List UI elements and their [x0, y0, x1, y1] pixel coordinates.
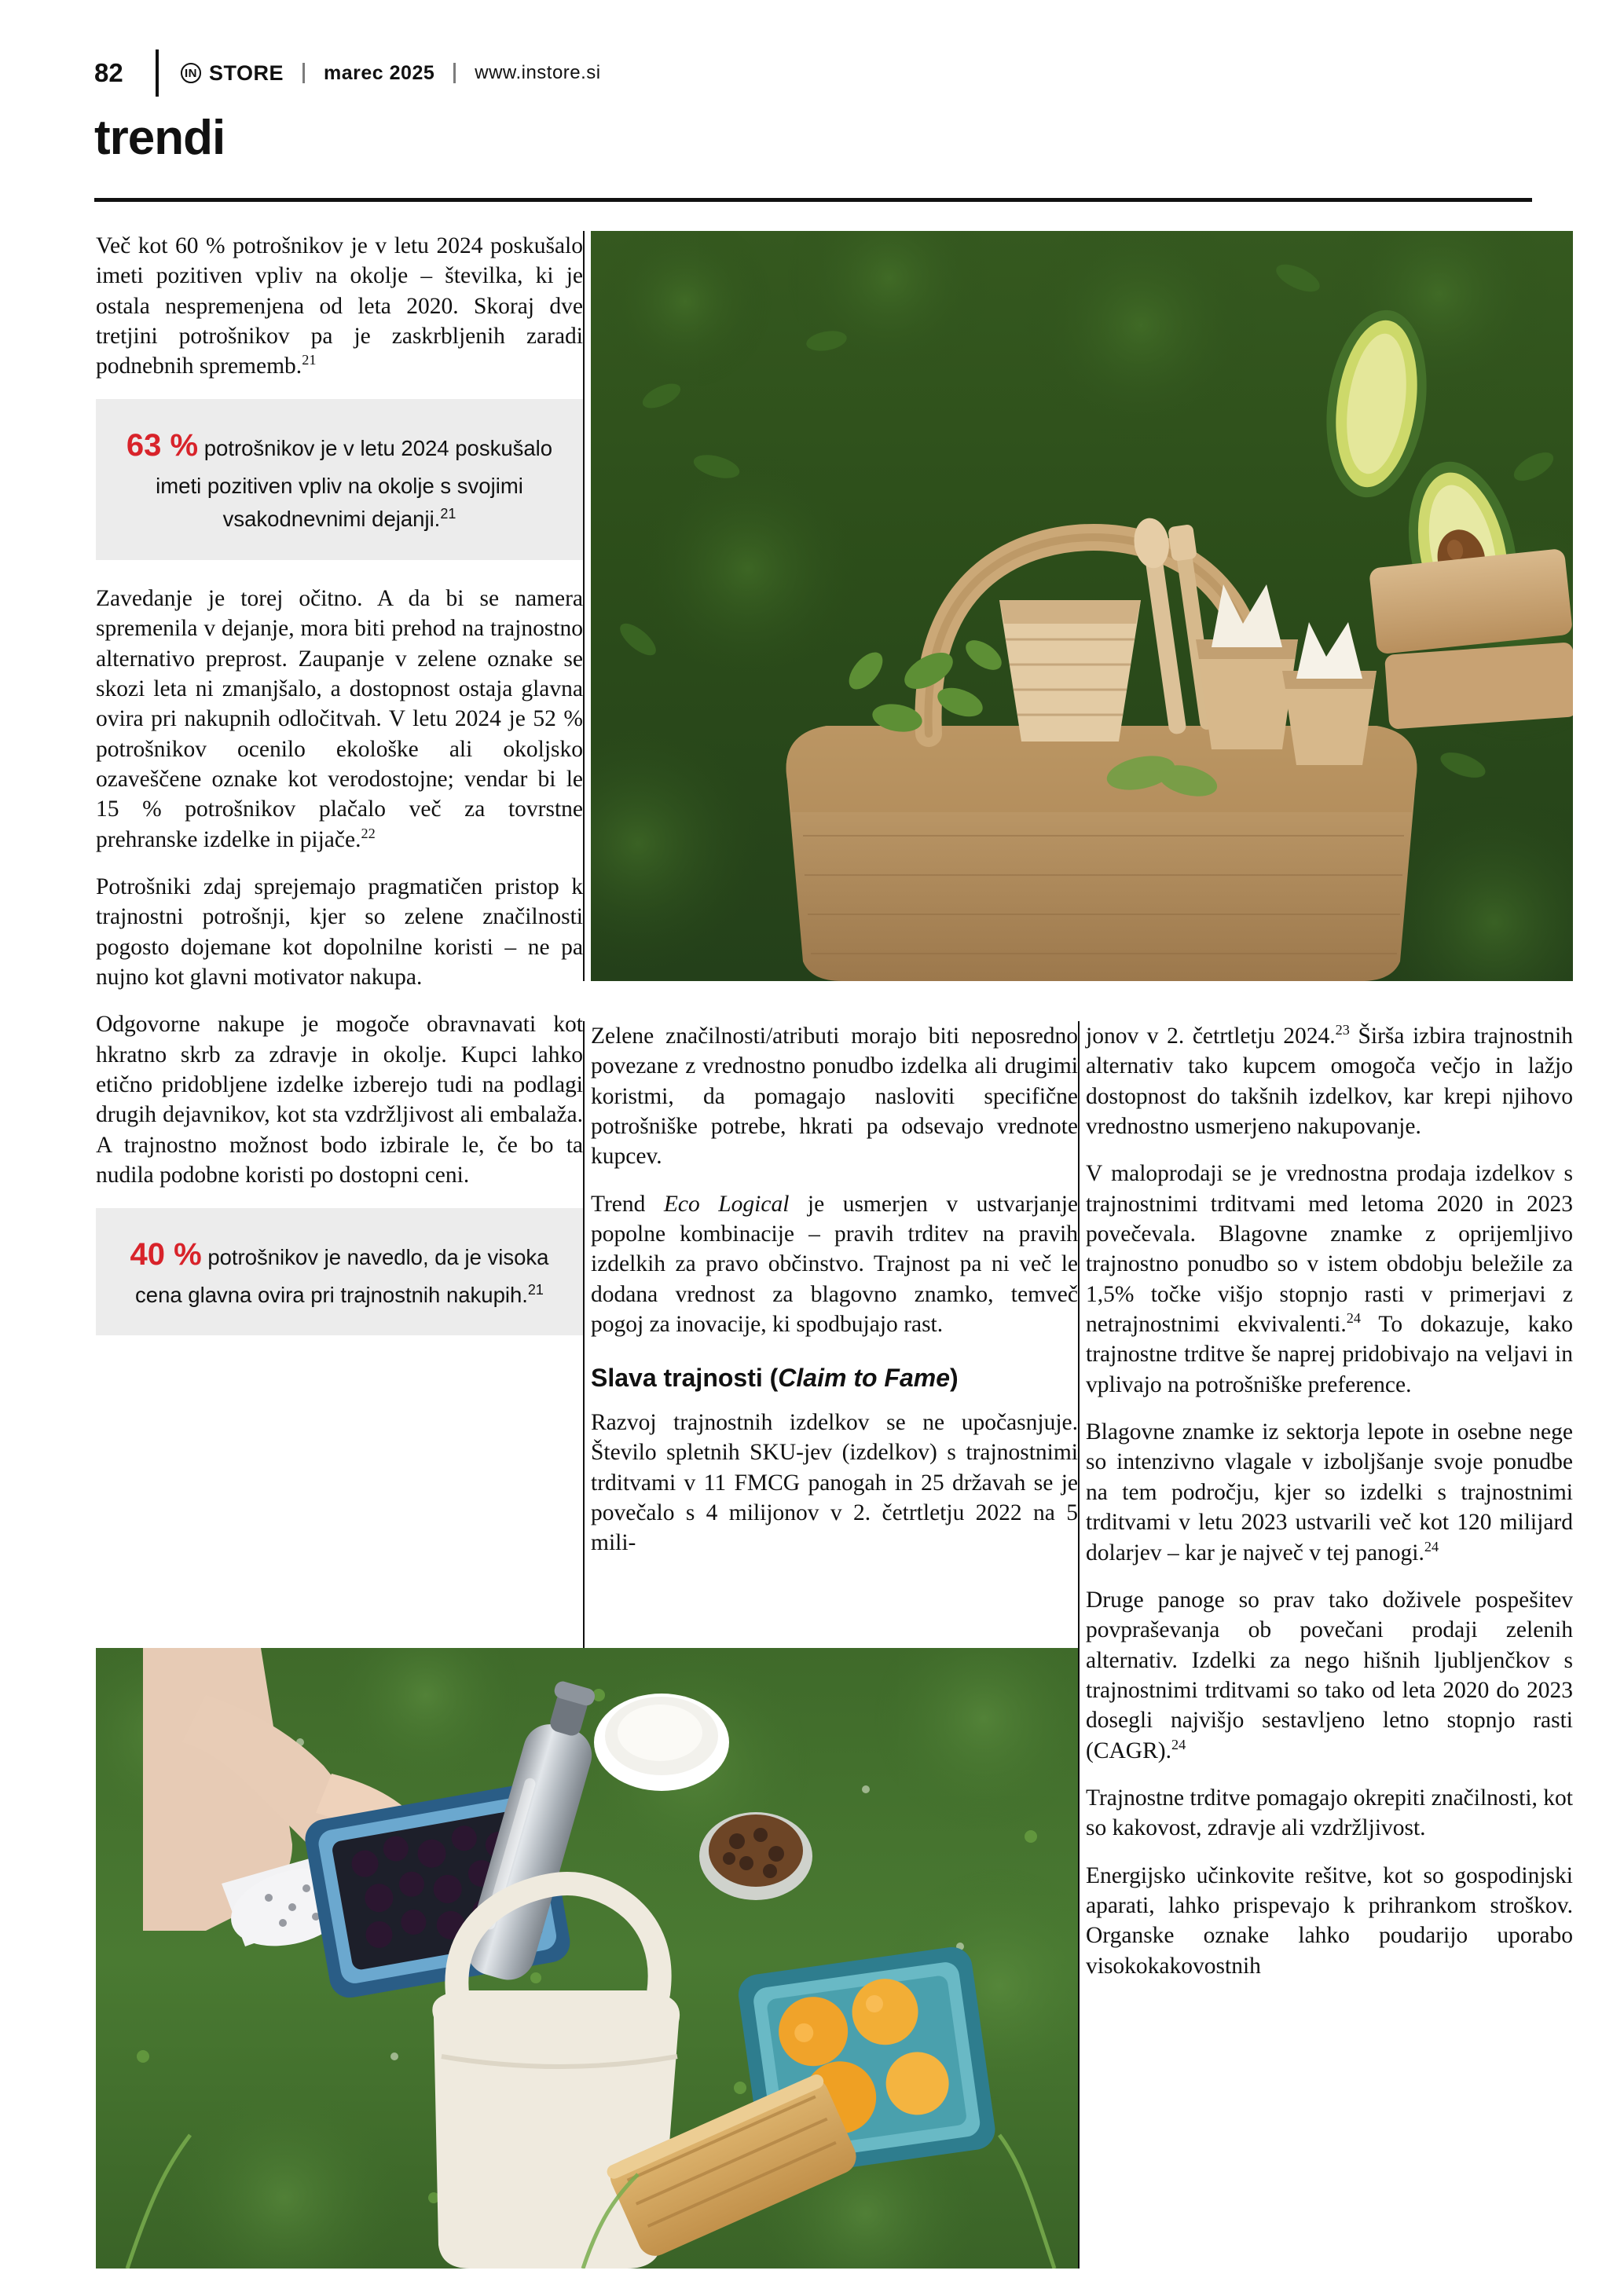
website-url: www.instore.si — [475, 62, 601, 83]
col1-paragraph-2 — [96, 584, 583, 855]
col2-p2-pre: Trend — [591, 1191, 664, 1217]
stat-callout-40 — [96, 1208, 583, 1336]
col3-p2-pre: V maloprodaji se je vrednostna prodaja izdelkov s trajnostnimi trditvami med letoma 2020 in 2023 povečevala. Blagovne znamke z oprijemljivo trajnostno ponudbo so v istem obdobju beležile za 1,5% točke višjo stopnjo rasti v primerjavi z netrajnostnimi ekvivalenti. — [1086, 1161, 1573, 1338]
stat-40-text: potrošnikov je navedlo, da je visoka cena glavna ovira pri trajnostnih nakupih. — [135, 1244, 549, 1307]
stat-63-text: potrošnikov je v letu 2024 poskušalo imeti pozitiven vpliv na okolje s svojimi vsakodnevnimi dejanji. — [156, 435, 553, 532]
col2-p2-italic: Eco Logical — [663, 1191, 790, 1217]
picnic-illustration — [96, 1648, 1078, 2269]
header-horizontal-rule — [94, 198, 1532, 202]
col1-p1-text: Več kot 60 % potrošnikov je v letu 2024 poskušalo imeti pozitiven vpliv na okolje – številka, ki je ostala nespremenjena od leta 2020. Skoraj dve tretjini potrošnikov pa je zaskrbljenih zaradi podnebnih sprememb. — [96, 233, 583, 379]
masthead-separator-2 — [453, 63, 456, 83]
col3-paragraph-2 — [1086, 1159, 1573, 1400]
column-three — [1086, 1021, 1573, 1998]
col3-p1-post: Širša izbira trajnostnih alternativ tako kupcem omogoča večjo in lažjo dostopnost do takšnih izdelkov, kar krepi njihovo vrednostno usmerjeno nakupovanje. — [1086, 1023, 1573, 1140]
col3-p2-footnote: 24 — [1346, 1310, 1362, 1327]
subheading-claim-to-fame — [591, 1363, 1078, 1393]
subheading-post: ) — [950, 1364, 959, 1393]
col3-p1-pre: jonov v 2. četrtletju 2024. — [1086, 1023, 1336, 1049]
stat-63-footnote: 21 — [440, 506, 456, 522]
eco-shopping-bag-photo — [591, 231, 1573, 981]
subheading-italic: Claim to Fame — [778, 1364, 951, 1393]
col1-paragraph-1 — [96, 231, 583, 382]
page-header — [94, 49, 1532, 97]
column-rule-3 — [1078, 1021, 1080, 2269]
col3-p3-pre: Blagovne znamke iz sektorja lepote in osebne nege so intenzivno vlagale v izboljšanje svoje ponudbe na tem področju, kjer so izdelki s trajnostnimi trditvami v letu 2023 ustvarili več kot 120 milijard dolarjev – kar je največ v tej panogi. — [1086, 1419, 1573, 1565]
col3-p3-footnote: 24 — [1424, 1538, 1439, 1554]
header-divider — [156, 49, 159, 97]
brand-name: STORE — [209, 60, 284, 85]
page-number: 82 — [94, 58, 123, 87]
col1-paragraph-3: Potrošniki zdaj sprejemajo pragmatičen pristop k trajnostni potrošnji, kjer so zelene značilnosti pogosto dojemane kot dopolnilne koristi – ne pa nujno kot glavni motivator nakupa. — [96, 874, 583, 991]
masthead-separator-1 — [302, 63, 305, 83]
col3-paragraph-5: Trajnostne trditve pomagajo okrepiti značilnosti, kot so kakovost, zdravje ali vzdržljivost. — [1086, 1785, 1573, 1841]
col3-p2-post: To dokazuje, kako trajnostne trditve še naprej pridobivajo na veljavi in vplivajo na potrošniške preference. — [1086, 1312, 1574, 1397]
stat-40-value: 40 % — [130, 1236, 202, 1272]
col1-p2-footnote: 22 — [361, 825, 376, 841]
col2-paragraph-2 — [591, 1189, 1078, 1340]
masthead — [181, 61, 601, 86]
picnic-on-grass-photo — [96, 1648, 1078, 2269]
col2-paragraph-1: Zelene značilnosti/atributi morajo biti neposredno povezane z vrednostno ponudbo izdelka ali drugimi koristmi, da pomagajo nasloviti specifične potrošniške potrebe, hkrati pa odsevajo vrednote kupcev. — [591, 1023, 1078, 1170]
col2-p2-post: je usmerjen v ustvarjanje popolne kombinacije – pravih trditev na pravih izdelkih za pravo občinstvo. Trajnost pa ni več le dodana vrednost za blagovno znamko, temveč pogoj za inovacije, ki spodbujajo rast. — [591, 1191, 1078, 1338]
col1-paragraph-4: Odgovorne nakupe je mogoče obravnavati kot hkratno skrb za zdravje in okolje. Kupci lahko etično pridobljene izdelke izberejo tudi na podlagi drugih dejavnikov, kot sta vzdržljivost ali embalaža. A trajnostno možnost bodo izbirale le, če bo ta nudila podobne koristi po dostopni ceni. — [96, 1012, 583, 1188]
col1-p2-text: Zavedanje je torej očitno. A da bi se namera spremenila v dejanje, mora biti prehod na trajnostno alternativo preprost. Zaupanje v zelene oznake se skozi leta ni zmanjšalo, a dostopnost ostaja glavna ovira pri nakupnih odločitvah. V letu 2024 je 52 % potrošnikov ocenilo ekološke ali okoljsko ozaveščene oznake kot verodostojne; vendar bi le 15 % potrošnikov plačalo več za tovrstne prehranske izdelke in pijače. — [96, 585, 583, 852]
col3-paragraph-1 — [1086, 1021, 1573, 1141]
col3-p4-footnote: 24 — [1171, 1736, 1186, 1752]
eco-shopping-bag-illustration — [591, 231, 1573, 981]
page-title: trendi — [94, 111, 225, 165]
column-two — [591, 1021, 1078, 1576]
stat-40-footnote: 21 — [527, 1281, 544, 1298]
stat-callout-63 — [96, 399, 583, 560]
issue-date: marec 2025 — [324, 61, 435, 84]
col1-p1-footnote: 21 — [302, 352, 317, 368]
col3-paragraph-3 — [1086, 1417, 1573, 1568]
column-one — [96, 231, 583, 1359]
column-rule-1 — [583, 231, 585, 981]
instore-logo-icon: IN — [181, 63, 201, 83]
col3-paragraph-4 — [1086, 1585, 1573, 1766]
col3-p4-pre: Druge panoge so prav tako doživele pospešitev povpraševanja ob povečani prodaji zelenih alternativ. Izdelki za nego hišnih ljubljenčkov s trajnostnimi trditvami so tako od leta 2020 do 2023 dosegli najvišjo sestavljeno letno stopnjo rasti (CAGR). — [1086, 1587, 1573, 1763]
subheading-pre: Slava trajnosti ( — [591, 1364, 779, 1393]
col3-paragraph-6: Energijsko učinkovite rešitve, kot so gospodinjski aparati, lahko prispevajo k prihrankom stroškov. Organske oznake lahko poudarijo uporabo visokokakovostnih — [1086, 1862, 1573, 1979]
col3-p1-footnote: 23 — [1335, 1022, 1350, 1038]
col2-paragraph-3: Razvoj trajnostnih izdelkov se ne upočasnjuje. Število spletnih SKU-jev (izdelkov) s trajnostnimi trditvami v 11 FMCG panogah in 25 državah se je povečalo s 4 milijonov v 2. četrtletju 2022 na 5 mili- — [591, 1409, 1078, 1556]
stat-63-value: 63 % — [126, 427, 199, 463]
